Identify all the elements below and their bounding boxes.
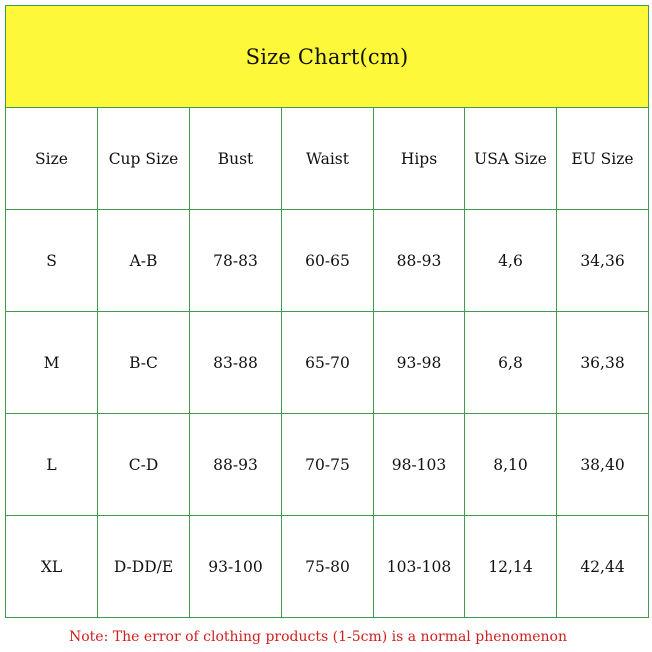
header-hips: Hips <box>374 108 465 210</box>
cell-hips: 88-93 <box>374 210 465 312</box>
cell-bust: 88-93 <box>190 414 282 516</box>
cell-bust: 83-88 <box>190 312 282 414</box>
cell-cup-size: C-D <box>98 414 190 516</box>
header-waist: Waist <box>282 108 374 210</box>
table-row <box>6 210 649 312</box>
cell-size: L <box>6 414 98 516</box>
error-note: Note: The error of clothing products (1-5cm) is a normal phenomenon <box>69 629 567 645</box>
cell-usa-size: 4,6 <box>465 210 557 312</box>
cell-waist: 65-70 <box>282 312 374 414</box>
header-cup-size: Cup Size <box>98 108 190 210</box>
cell-size: S <box>6 210 98 312</box>
cell-eu-size: 34,36 <box>557 210 649 312</box>
size-chart-table <box>5 5 649 618</box>
cell-cup-size: B-C <box>98 312 190 414</box>
cell-bust: 93-100 <box>190 516 282 618</box>
header-eu-size: EU Size <box>557 108 649 210</box>
header-bust: Bust <box>190 108 282 210</box>
cell-hips: 93-98 <box>374 312 465 414</box>
cell-eu-size: 38,40 <box>557 414 649 516</box>
table-row <box>6 516 649 618</box>
chart-title: Size Chart(cm) <box>6 6 649 108</box>
cell-cup-size: A-B <box>98 210 190 312</box>
cell-usa-size: 12,14 <box>465 516 557 618</box>
cell-usa-size: 8,10 <box>465 414 557 516</box>
cell-waist: 70-75 <box>282 414 374 516</box>
cell-eu-size: 42,44 <box>557 516 649 618</box>
cell-waist: 60-65 <box>282 210 374 312</box>
cell-cup-size: D-DD/E <box>98 516 190 618</box>
cell-size: M <box>6 312 98 414</box>
cell-usa-size: 6,8 <box>465 312 557 414</box>
cell-waist: 75-80 <box>282 516 374 618</box>
cell-eu-size: 36,38 <box>557 312 649 414</box>
table-row <box>6 414 649 516</box>
cell-hips: 103-108 <box>374 516 465 618</box>
table-row <box>6 312 649 414</box>
header-usa-size: USA Size <box>465 108 557 210</box>
cell-size: XL <box>6 516 98 618</box>
header-row <box>6 108 649 210</box>
cell-hips: 98-103 <box>374 414 465 516</box>
cell-bust: 78-83 <box>190 210 282 312</box>
header-size: Size <box>6 108 98 210</box>
